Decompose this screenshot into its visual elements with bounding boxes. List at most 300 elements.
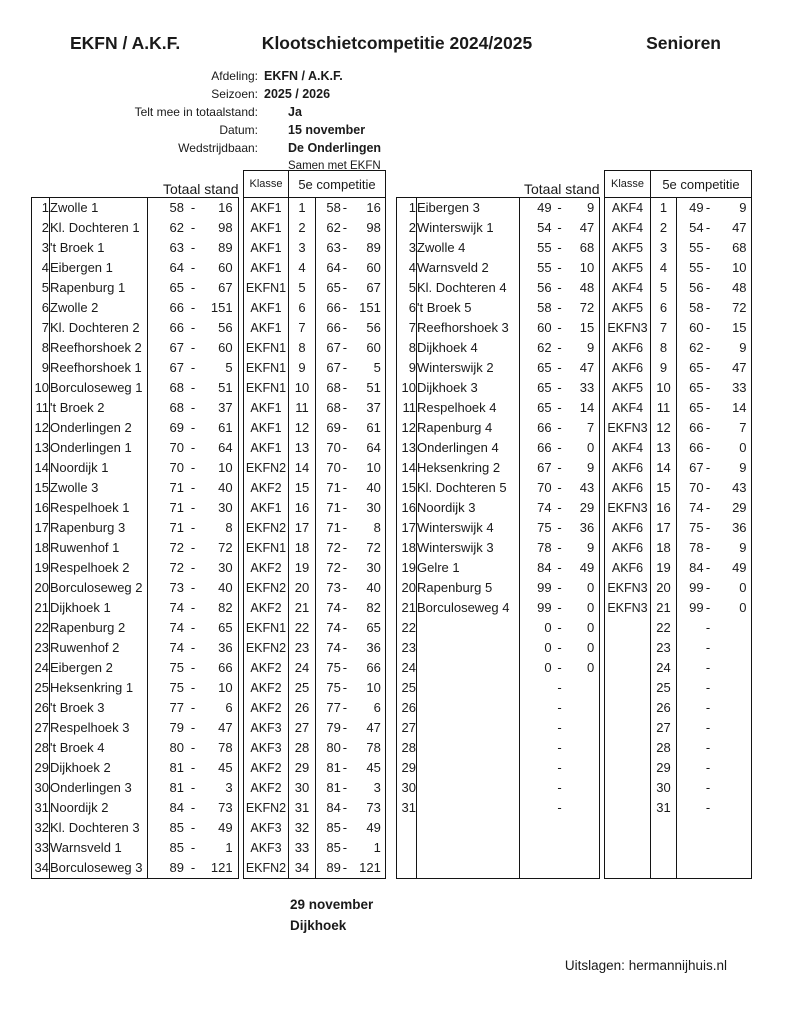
totaal-score-cell: 71 - 30 — [148, 498, 239, 518]
competitie-score-cell: 66 - 0 — [677, 438, 752, 458]
team-cell: Winterswijk 1 — [417, 218, 520, 238]
totaal-score-cell: 55 - 68 — [520, 238, 600, 258]
competitie-score-cell: 70 - 10 — [316, 458, 386, 478]
totaal-score-cell: 70 - 10 — [148, 458, 239, 478]
table-row — [397, 438, 752, 458]
competitie-score-cell: 56 - 48 — [677, 278, 752, 298]
totaal-score-cell: 81 - 45 — [148, 758, 239, 778]
competitie-header: 5e competitie — [651, 171, 752, 198]
table-row — [397, 498, 752, 518]
klasse-cell: EKFN1 — [244, 378, 289, 398]
rank-cell: 17 — [32, 518, 50, 538]
totaal-stand-header: Totaal stand — [32, 171, 239, 198]
meta-label: Wedstrijdbaan: — [178, 141, 258, 155]
meta-row-afdeling — [30, 67, 381, 85]
totaal-score-cell: 99 - 0 — [520, 578, 600, 598]
klasse-cell — [605, 798, 651, 818]
table-row — [32, 378, 386, 398]
table-row — [32, 718, 386, 738]
klasse-cell: AKF2 — [244, 598, 289, 618]
totaal-score-cell: - — [520, 678, 600, 698]
totaal-score-cell: 66 - 7 — [520, 418, 600, 438]
klasse-cell: AKF5 — [605, 298, 651, 318]
team-cell — [417, 658, 520, 678]
klasse-cell: AKF4 — [605, 438, 651, 458]
table-row — [32, 218, 386, 238]
rank-cell: 2 — [32, 218, 50, 238]
table-row — [32, 538, 386, 558]
team-cell: Noordijk 2 — [50, 798, 148, 818]
competitie-score-cell: 84 - 49 — [677, 558, 752, 578]
team-cell: Borculoseweg 2 — [50, 578, 148, 598]
rank-cell: 24 — [397, 658, 417, 678]
totaal-score-cell: 60 - 15 — [520, 318, 600, 338]
klasse-cell: AKF3 — [244, 838, 289, 858]
competitie-rank-cell: 12 — [651, 418, 677, 438]
team-cell — [417, 618, 520, 638]
competitie-score-cell: - — [677, 778, 752, 798]
competitie-score-cell: 71 - 30 — [316, 498, 386, 518]
table-row — [397, 478, 752, 498]
rank-cell: 10 — [32, 378, 50, 398]
meta-value: EKFN / A.K.F. — [264, 69, 343, 83]
totaal-score-cell: 75 - 36 — [520, 518, 600, 538]
rank-cell: 20 — [32, 578, 50, 598]
team-cell: Kl. Dochteren 1 — [50, 218, 148, 238]
klasse-cell: EKFN2 — [244, 458, 289, 478]
competitie-rank-cell: 24 — [651, 658, 677, 678]
klasse-cell: AKF2 — [244, 478, 289, 498]
competitie-score-cell: - — [677, 718, 752, 738]
next-match-date: 29 november — [290, 897, 374, 912]
table-row — [397, 218, 752, 238]
klasse-cell — [605, 698, 651, 718]
table-row — [32, 638, 386, 658]
klasse-cell — [605, 618, 651, 638]
rank-cell: 1 — [32, 198, 50, 219]
klasse-cell: AKF5 — [605, 258, 651, 278]
competitie-rank-cell: 30 — [651, 778, 677, 798]
team-cell: Winterswijk 4 — [417, 518, 520, 538]
klasse-cell: AKF1 — [244, 438, 289, 458]
klasse-cell — [605, 638, 651, 658]
totaal-score-cell: - — [520, 758, 600, 778]
competitie-rank-cell: 17 — [289, 518, 316, 538]
rank-cell: 27 — [397, 718, 417, 738]
competitie-rank-cell: 19 — [651, 558, 677, 578]
competitie-score-cell: 99 - 0 — [677, 578, 752, 598]
competitie-rank-cell: 22 — [651, 618, 677, 638]
team-cell: Eibergen 2 — [50, 658, 148, 678]
team-cell: Dijkhoek 2 — [50, 758, 148, 778]
competitie-score-cell: 72 - 30 — [316, 558, 386, 578]
rank-cell: 26 — [397, 698, 417, 718]
rank-cell: 5 — [397, 278, 417, 298]
totaal-score-cell: 80 - 78 — [148, 738, 239, 758]
competitie-score-cell: - — [677, 638, 752, 658]
rank-cell: 21 — [397, 598, 417, 618]
table-row — [397, 258, 752, 278]
rank-cell: 31 — [32, 798, 50, 818]
table-row — [397, 298, 752, 318]
competitie-rank-cell: 20 — [651, 578, 677, 598]
klasse-cell: EKFN2 — [244, 638, 289, 658]
meta-label: Datum: — [219, 123, 258, 137]
klasse-header: Klasse — [244, 171, 289, 198]
table-row — [32, 798, 386, 818]
klasse-cell: AKF6 — [605, 518, 651, 538]
competitie-score-cell: 65 - 14 — [677, 398, 752, 418]
table-row — [32, 758, 386, 778]
table-row — [32, 818, 386, 838]
competitie-rank-cell: 18 — [651, 538, 677, 558]
rank-cell: 27 — [32, 718, 50, 738]
table-row — [32, 558, 386, 578]
team-cell — [417, 778, 520, 798]
table-row — [397, 558, 752, 578]
totaal-score-cell: 65 - 33 — [520, 378, 600, 398]
team-cell: 't Broek 5 — [417, 298, 520, 318]
team-cell: Zwolle 1 — [50, 198, 148, 219]
klasse-cell: EKFN3 — [605, 578, 651, 598]
rank-cell: 9 — [32, 358, 50, 378]
table-row — [397, 398, 752, 418]
competitie-score-cell: 75 - 10 — [316, 678, 386, 698]
klasse-cell: AKF1 — [244, 418, 289, 438]
meta-label: Telt mee in totaalstand: — [134, 105, 258, 119]
totaal-score-cell: 72 - 30 — [148, 558, 239, 578]
competitie-rank-cell: 30 — [289, 778, 316, 798]
totaal-score-cell: 74 - 82 — [148, 598, 239, 618]
rank-cell: 10 — [397, 378, 417, 398]
competitie-rank-cell: 4 — [289, 258, 316, 278]
meta-label: Afdeling: — [211, 69, 258, 83]
competitie-rank-cell: 26 — [651, 698, 677, 718]
competitie-score-cell: 77 - 6 — [316, 698, 386, 718]
competitie-rank-cell: 6 — [651, 298, 677, 318]
klasse-cell: AKF3 — [244, 718, 289, 738]
table-row — [397, 758, 752, 778]
rank-cell: 20 — [397, 578, 417, 598]
competitie-score-cell: 72 - 72 — [316, 538, 386, 558]
table-row — [32, 358, 386, 378]
klasse-cell: EKFN3 — [605, 598, 651, 618]
competitie-score-cell: 81 - 45 — [316, 758, 386, 778]
team-cell — [417, 738, 520, 758]
table-row — [32, 778, 386, 798]
competitie-score-cell: 73 - 40 — [316, 578, 386, 598]
competitie-score-cell: 65 - 33 — [677, 378, 752, 398]
competitie-score-cell: 74 - 36 — [316, 638, 386, 658]
competitie-rank-cell: 28 — [289, 738, 316, 758]
rank-cell: 4 — [397, 258, 417, 278]
competitie-rank-cell: 29 — [651, 758, 677, 778]
totaal-score-cell: 66 - 56 — [148, 318, 239, 338]
table-row — [32, 278, 386, 298]
competitie-rank-cell: 21 — [289, 598, 316, 618]
rank-cell: 28 — [32, 738, 50, 758]
competitie-rank-cell: 34 — [289, 858, 316, 879]
totaal-score-cell: 78 - 9 — [520, 538, 600, 558]
totaal-score-cell: 0 - 0 — [520, 658, 600, 678]
competitie-rank-cell: 4 — [651, 258, 677, 278]
table-row — [397, 458, 752, 478]
competitie-rank-cell: 21 — [651, 598, 677, 618]
rank-cell: 29 — [397, 758, 417, 778]
team-cell: Dijkhoek 4 — [417, 338, 520, 358]
team-cell: Zwolle 4 — [417, 238, 520, 258]
competitie-score-cell: 55 - 68 — [677, 238, 752, 258]
klasse-cell: AKF1 — [244, 498, 289, 518]
klasse-cell: AKF6 — [605, 358, 651, 378]
table-row — [32, 398, 386, 418]
competitie-score-cell: 49 - 9 — [677, 198, 752, 219]
team-cell: Warnsveld 1 — [50, 838, 148, 858]
table-body — [397, 198, 752, 879]
competitie-score-cell: 69 - 61 — [316, 418, 386, 438]
team-cell: Dijkhoek 1 — [50, 598, 148, 618]
category-title: Senioren — [646, 33, 721, 53]
competitie-score-cell: - — [677, 678, 752, 698]
header-row — [397, 171, 752, 198]
competitie-score-cell: 62 - 98 — [316, 218, 386, 238]
team-cell: Ruwenhof 2 — [50, 638, 148, 658]
team-cell: Rapenburg 5 — [417, 578, 520, 598]
totaal-score-cell: 75 - 66 — [148, 658, 239, 678]
totaal-score-cell: 62 - 9 — [520, 338, 600, 358]
team-cell: Ruwenhof 1 — [50, 538, 148, 558]
rank-cell: 22 — [32, 618, 50, 638]
next-match-location: Dijkhoek — [290, 918, 347, 933]
totaal-score-cell: 71 - 8 — [148, 518, 239, 538]
rank-cell: 2 — [397, 218, 417, 238]
meta-label: Seizoen: — [211, 87, 258, 101]
competitie-rank-cell: 23 — [289, 638, 316, 658]
klasse-cell: AKF2 — [244, 658, 289, 678]
rank-cell: 18 — [32, 538, 50, 558]
competitie-rank-cell: 16 — [651, 498, 677, 518]
table-row — [32, 678, 386, 698]
team-cell — [417, 638, 520, 658]
totaal-score-cell: 58 - 72 — [520, 298, 600, 318]
rank-cell: 19 — [32, 558, 50, 578]
team-cell: Eibergen 3 — [417, 198, 520, 219]
table-row — [397, 198, 752, 219]
rank-cell: 22 — [397, 618, 417, 638]
klasse-cell: EKFN1 — [244, 618, 289, 638]
table-row — [32, 418, 386, 438]
competitie-score-cell: 63 - 89 — [316, 238, 386, 258]
competitie-score-cell: 67 - 5 — [316, 358, 386, 378]
totaal-score-cell: - — [520, 718, 600, 738]
rank-cell: 14 — [32, 458, 50, 478]
competitie-rank-cell: 8 — [651, 338, 677, 358]
team-cell: Warnsveld 2 — [417, 258, 520, 278]
competitie-rank-cell: 6 — [289, 298, 316, 318]
table-row — [32, 478, 386, 498]
team-cell — [417, 698, 520, 718]
team-cell: Noordijk 3 — [417, 498, 520, 518]
standings-table-left — [31, 170, 386, 879]
totaal-score-cell: 63 - 89 — [148, 238, 239, 258]
klasse-cell: AKF4 — [605, 218, 651, 238]
competitie-rank-cell: 19 — [289, 558, 316, 578]
klasse-cell: AKF6 — [605, 558, 651, 578]
totaal-score-cell: 75 - 10 — [148, 678, 239, 698]
rank-cell: 21 — [32, 598, 50, 618]
competitie-rank-cell: 11 — [651, 398, 677, 418]
competitie-score-cell: 60 - 15 — [677, 318, 752, 338]
table-row — [397, 538, 752, 558]
team-cell: Onderlingen 1 — [50, 438, 148, 458]
totaal-score-cell: 85 - 1 — [148, 838, 239, 858]
rank-cell: 3 — [32, 238, 50, 258]
competitie-rank-cell: 12 — [289, 418, 316, 438]
rank-cell: 14 — [397, 458, 417, 478]
competitie-score-cell: 67 - 9 — [677, 458, 752, 478]
team-cell: Zwolle 3 — [50, 478, 148, 498]
klasse-cell: EKFN3 — [605, 418, 651, 438]
table-row — [32, 258, 386, 278]
rank-cell: 30 — [32, 778, 50, 798]
table-row — [397, 598, 752, 618]
meta-value: 15 november — [288, 123, 366, 137]
table-row — [32, 578, 386, 598]
klasse-cell: AKF1 — [244, 398, 289, 418]
competitie-rank-cell: 26 — [289, 698, 316, 718]
meta-row-seizoen — [30, 85, 381, 103]
team-cell: Reefhorshoek 1 — [50, 358, 148, 378]
rank-cell: 17 — [397, 518, 417, 538]
meta-value: Ja — [288, 105, 302, 119]
totaal-score-cell: 68 - 37 — [148, 398, 239, 418]
rank-cell: 16 — [397, 498, 417, 518]
table-row — [397, 678, 752, 698]
competitie-rank-cell: 16 — [289, 498, 316, 518]
rank-cell: 12 — [397, 418, 417, 438]
standings-table-right — [396, 170, 752, 879]
totaal-score-cell: 56 - 48 — [520, 278, 600, 298]
totaal-score-cell: 66 - 151 — [148, 298, 239, 318]
klasse-cell: AKF6 — [605, 338, 651, 358]
competitie-rank-cell: 28 — [651, 738, 677, 758]
competitie-score-cell: 66 - 151 — [316, 298, 386, 318]
totaal-score-cell: 64 - 60 — [148, 258, 239, 278]
klasse-cell: EKFN2 — [244, 858, 289, 879]
klasse-cell: AKF5 — [605, 378, 651, 398]
klasse-cell — [605, 658, 651, 678]
team-cell — [417, 678, 520, 698]
rank-cell: 7 — [397, 318, 417, 338]
team-cell: Dijkhoek 3 — [417, 378, 520, 398]
klasse-cell — [605, 778, 651, 798]
totaal-score-cell: 58 - 16 — [148, 198, 239, 219]
rank-cell: 5 — [32, 278, 50, 298]
team-cell: Winterswijk 2 — [417, 358, 520, 378]
competitie-rank-cell: 25 — [651, 678, 677, 698]
rank-cell: 13 — [397, 438, 417, 458]
klasse-cell: AKF6 — [605, 458, 651, 478]
rank-cell: 6 — [397, 298, 417, 318]
table-row — [32, 438, 386, 458]
competitie-rank-cell: 31 — [289, 798, 316, 818]
table-row — [397, 658, 752, 678]
totaal-score-cell: - — [520, 778, 600, 798]
klasse-cell: AKF4 — [605, 198, 651, 219]
table-row — [32, 238, 386, 258]
rank-cell: 9 — [397, 358, 417, 378]
competitie-rank-cell: 22 — [289, 618, 316, 638]
header-row — [32, 171, 386, 198]
klasse-cell: EKFN2 — [244, 518, 289, 538]
competitie-score-cell: 85 - 49 — [316, 818, 386, 838]
totaal-score-cell: 66 - 0 — [520, 438, 600, 458]
rank-cell: 18 — [397, 538, 417, 558]
team-cell: Kl. Dochteren 2 — [50, 318, 148, 338]
table-row — [32, 318, 386, 338]
competitie-score-cell: 75 - 36 — [677, 518, 752, 538]
team-cell: 't Broek 3 — [50, 698, 148, 718]
team-cell: Respelhoek 3 — [50, 718, 148, 738]
competitie-rank-cell: 10 — [651, 378, 677, 398]
competitie-rank-cell: 15 — [289, 478, 316, 498]
table-row — [32, 518, 386, 538]
table-row — [397, 278, 752, 298]
totaal-score-cell: 72 - 72 — [148, 538, 239, 558]
klasse-cell: AKF2 — [244, 678, 289, 698]
page-header — [0, 33, 794, 55]
competitie-score-cell: - — [677, 658, 752, 678]
competitie-rank-cell: 7 — [651, 318, 677, 338]
klasse-cell: AKF1 — [244, 198, 289, 219]
competitie-score-cell: 80 - 78 — [316, 738, 386, 758]
rank-cell: 4 — [32, 258, 50, 278]
results-website: Uitslagen: hermannijhuis.nl — [564, 958, 727, 973]
totaal-score-cell: 89 - 121 — [148, 858, 239, 879]
totaal-score-cell: 68 - 51 — [148, 378, 239, 398]
team-cell: Borculoseweg 4 — [417, 598, 520, 618]
rank-cell: 15 — [397, 478, 417, 498]
totaal-score-cell: 69 - 61 — [148, 418, 239, 438]
competitie-score-cell: 54 - 47 — [677, 218, 752, 238]
table-row — [397, 318, 752, 338]
competitie-score-cell: 99 - 0 — [677, 598, 752, 618]
table-row — [32, 698, 386, 718]
team-cell: Rapenburg 3 — [50, 518, 148, 538]
team-cell: Respelhoek 1 — [50, 498, 148, 518]
totaal-score-cell: - — [520, 738, 600, 758]
klasse-cell: AKF2 — [244, 758, 289, 778]
competitie-score-cell: - — [677, 698, 752, 718]
table-head — [397, 171, 752, 198]
competitie-rank-cell: 32 — [289, 818, 316, 838]
team-cell: 't Broek 2 — [50, 398, 148, 418]
totaal-score-cell: - — [520, 798, 600, 818]
competitie-rank-cell: 5 — [651, 278, 677, 298]
competitie-rank-cell: 15 — [651, 478, 677, 498]
table-row — [397, 518, 752, 538]
competitie-rank-cell: 1 — [289, 198, 316, 219]
competitie-score-cell: 58 - 72 — [677, 298, 752, 318]
klasse-cell — [605, 678, 651, 698]
table-row — [397, 798, 752, 818]
competitie-score-cell: 55 - 10 — [677, 258, 752, 278]
competitie-score-cell: 78 - 9 — [677, 538, 752, 558]
table-row — [32, 738, 386, 758]
totaal-score-cell: 67 - 60 — [148, 338, 239, 358]
meta-value: 2025 / 2026 — [264, 87, 331, 101]
rank-cell: 32 — [32, 818, 50, 838]
